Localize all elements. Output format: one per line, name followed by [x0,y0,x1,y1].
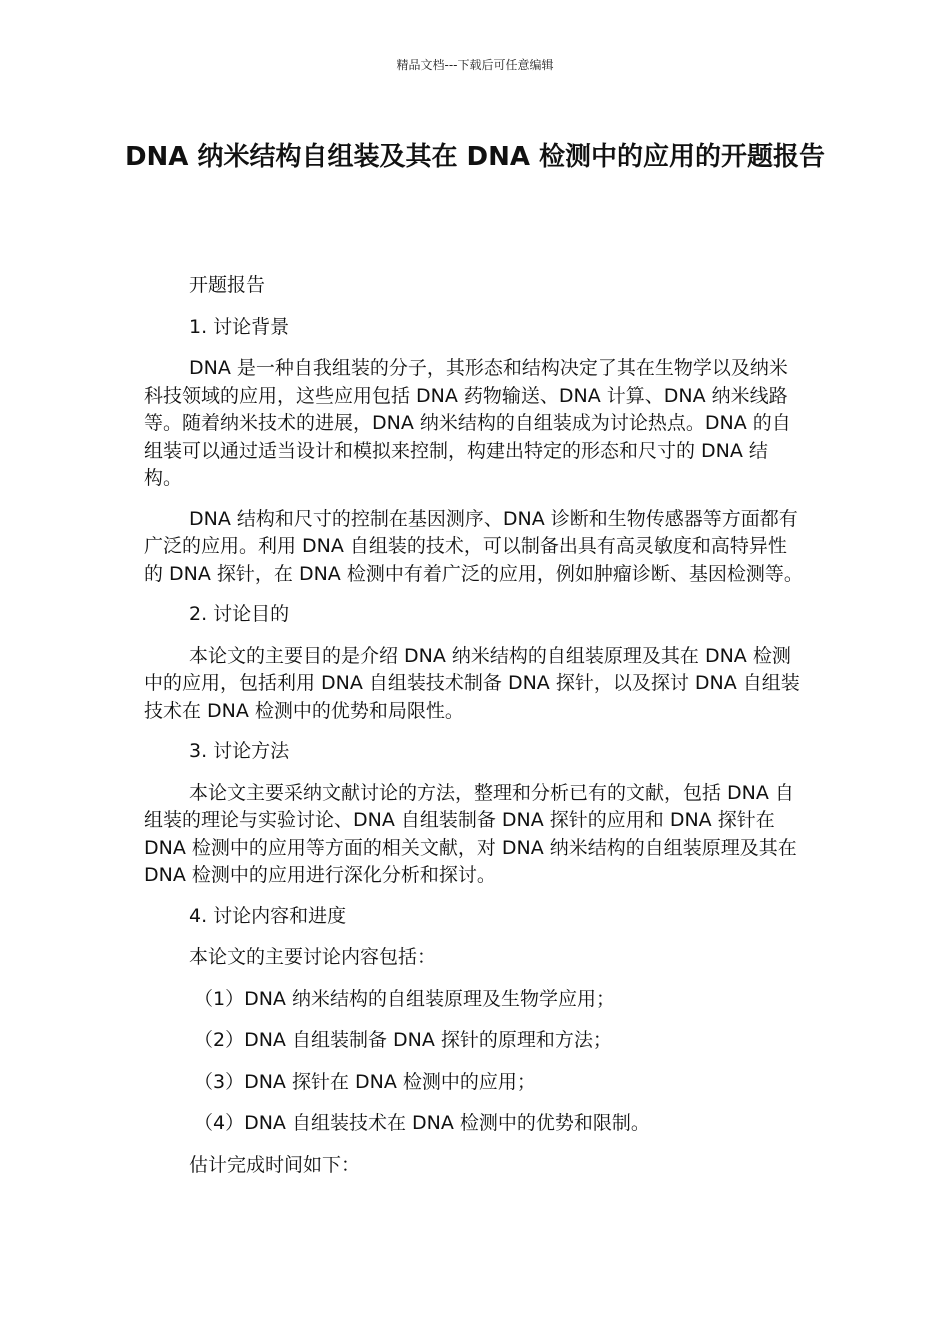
report-label: 开题报告 [189,274,266,296]
document-body [144,272,804,1193]
list-item: （3）DNA 探针在 DNA 检测中的应用； [194,1070,536,1093]
section-heading-background: 1. 讨论背景 [189,315,290,338]
paragraph-method: 本论文主要采纳文献讨论的方法，整理和分析已有的文献，包括 DNA 自组装的理论与实验讨论、DNA 自组装制备 DNA 探针的应用和 DNA 探针在 DNA 检测中的应用等方面的相关文献，对 DNA 纳米结构的自组装原理及其在 DNA 检测中的应用进行深化分析和探讨。 [144,781,797,886]
list-item: （2）DNA 自组装制备 DNA 探针的原理和方法； [194,1029,612,1051]
list-item: （1）DNA 纳米结构的自组装原理及生物学应用； [194,987,615,1010]
document-title: DNA 纳米结构自组装及其在 DNA 检测中的应用的开题报告 [124,142,826,172]
page-header: 精品文档---下载后可任意编辑 [396,58,554,72]
schedule-intro: 估计完成时间如下： [189,1153,361,1176]
section-heading-method: 3. 讨论方法 [189,740,290,762]
paragraph-purpose: 本论文的主要目的是介绍 DNA 纳米结构的自组装原理及其在 DNA 检测中的应用，包括利用 DNA 自组装技术制备 DNA 探针，以及探讨 DNA 自组装技术在 DNA 检测中的优势和局限性。 [144,644,800,722]
section-heading-content: 4. 讨论内容和进度 [189,904,347,927]
paragraph-background-2: DNA 结构和尺寸的控制在基因测序、DNA 诊断和生物传感器等方面都有广泛的应用。利用 DNA 自组装的技术，可以制备出具有高灵敏度和高特异性的 DNA 探针，在 DNA 检测中有着广泛的应用，例如肿瘤诊断、基因检测等。 [144,507,803,585]
list-item: （4）DNA 自组装技术在 DNA 检测中的优势和限制。 [194,1112,650,1134]
section-heading-purpose: 2. 讨论目的 [189,603,290,625]
content-intro: 本论文的主要讨论内容包括： [189,946,437,968]
paragraph-background-1: DNA 是一种自我组装的分子，其形态和结构决定了其在生物学以及纳米科技领域的应用，这些应用包括 DNA 药物输送、DNA 计算、DNA 纳米线路等。随着纳米技术的进展，DNA 纳米结构的自组装成为讨论热点。DNA 的自组装可以通过适当设计和模拟来控制，构建出特定的形态和尺寸的 DNA 结构。 [144,357,791,489]
